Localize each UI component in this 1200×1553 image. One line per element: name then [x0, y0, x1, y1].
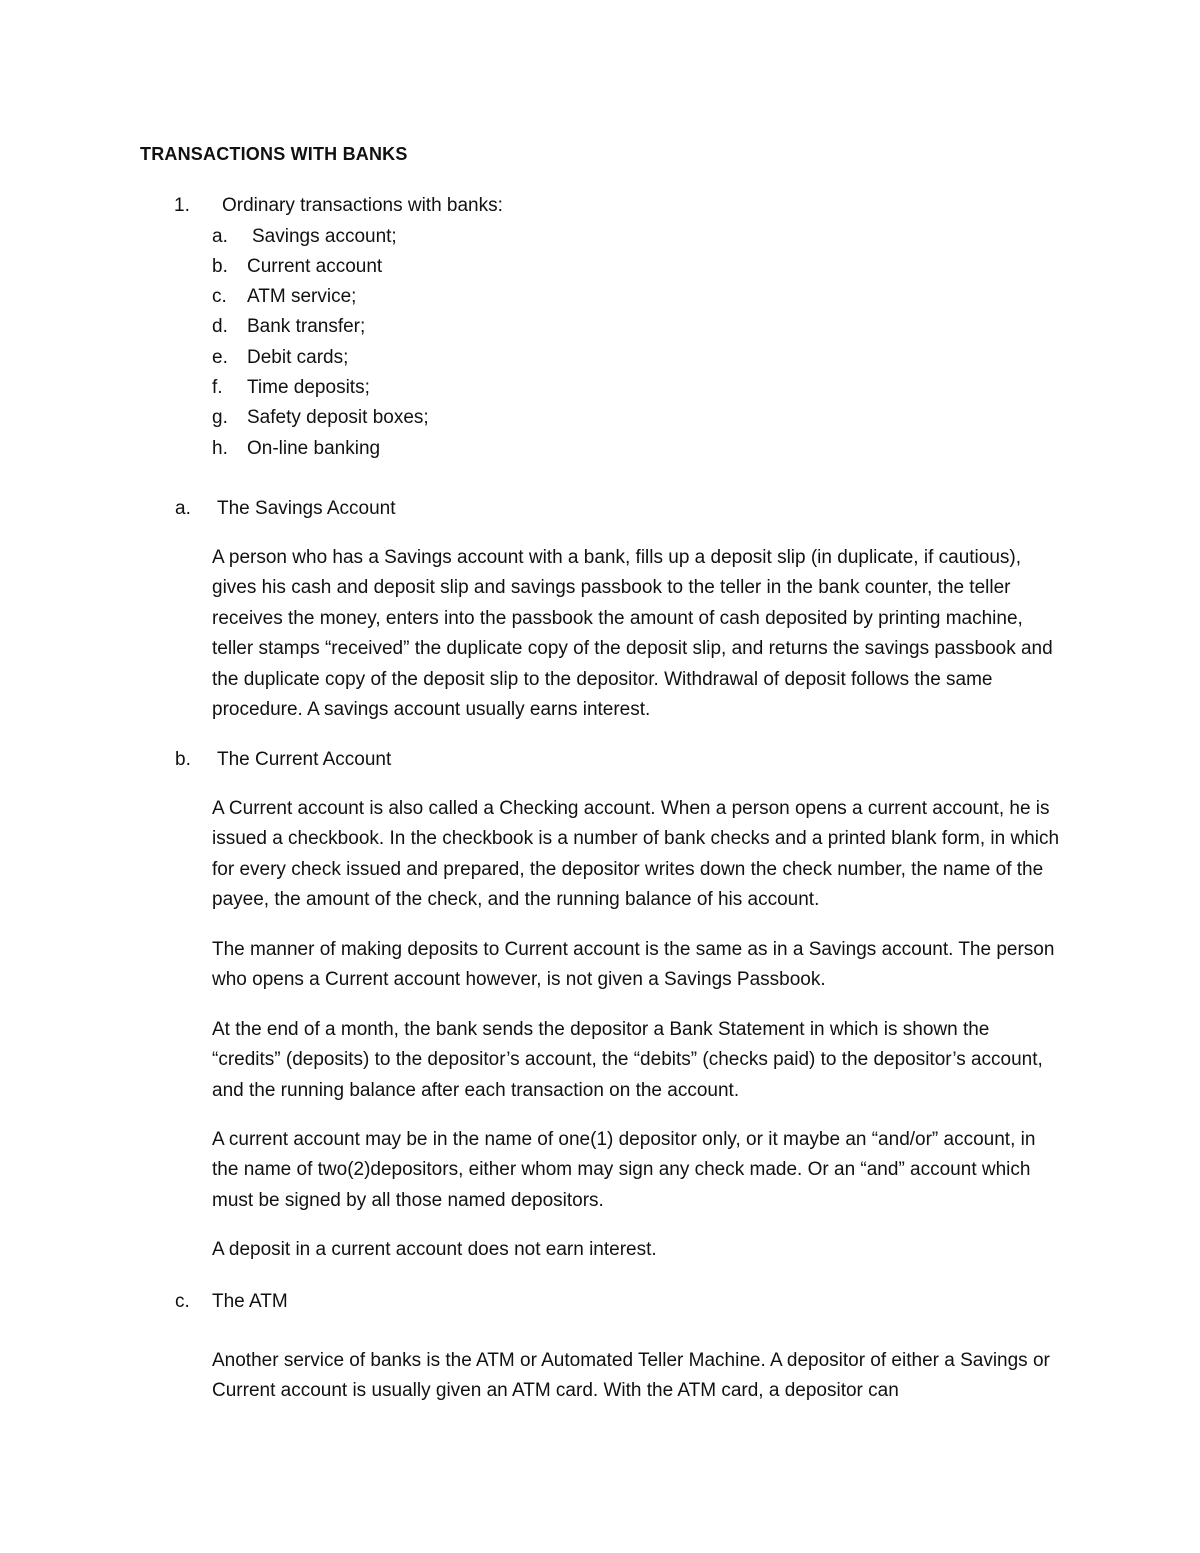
current-paragraph: A current account may be in the name of one(1) depositor only, or it maybe an “and/or” account, in the name of two(2)depositors, either whom may sign any check made. Or an “and” account which must be signed by all those named depositors. [212, 1129, 1036, 1211]
list-marker: f. [212, 377, 223, 398]
list-marker: e. [212, 347, 228, 368]
section-heading-savings: The Savings Account [217, 498, 396, 519]
list-marker: g. [212, 407, 228, 428]
savings-paragraph: A person who has a Savings account with a bank, fills up a deposit slip (in duplicate, if cautious), gives his cash and deposit slip and savings passbook to the teller in the bank counter, the teller receives the money, enters into the passbook the amount of cash deposited by printing machine, teller stamps “received” the duplicate copy of the deposit slip, and returns the savings passbook and the duplicate copy of the deposit slip to the depositor. Withdrawal of deposit follows the same procedure. A savings account usually earns interest. [212, 547, 1053, 721]
list-item: Savings account; [252, 226, 397, 247]
current-paragraph: At the end of a month, the bank sends the depositor a Bank Statement in which is shown the “credits” (deposits) to the depositor’s account, the “debits” (checks paid) to the depositor’s account, and the running balance after each transaction on the account. [212, 1019, 1043, 1101]
list-item: Debit cards; [247, 347, 349, 368]
section-number: 1. [174, 195, 190, 216]
current-paragraph: The manner of making deposits to Current account is the same as in a Savings account. The person who opens a Current account however, is not given a Savings Passbook. [212, 939, 1055, 991]
section-heading-current: The Current Account [217, 749, 392, 770]
list-marker: d. [212, 316, 228, 337]
list-marker: b. [212, 256, 228, 277]
list-item: ATM service; [247, 286, 357, 307]
list-item: Current account [247, 256, 383, 277]
list-marker: c. [212, 286, 227, 307]
list-marker: a. [212, 226, 228, 247]
list-marker: h. [212, 438, 228, 459]
current-paragraph: A Current account is also called a Checking account. When a person opens a current account, he is issued a checkbook. In the checkbook is a number of bank checks and a printed blank form, in which for every check issued and prepared, the depositor writes down the check number, the name of the payee, the amount of the check, and the running balance of his account. [212, 798, 1060, 911]
atm-paragraph: Another service of banks is the ATM or Automated Teller Machine. A depositor of either a Savings or Current account is usually given an ATM card. With the ATM card, a depositor can [212, 1350, 1050, 1402]
list-item: Bank transfer; [247, 316, 366, 337]
section-heading: Ordinary transactions with banks: [222, 195, 503, 216]
list-item: Safety deposit boxes; [247, 407, 429, 428]
section-heading-atm: The ATM [212, 1291, 288, 1312]
list-item: Time deposits; [247, 377, 370, 398]
current-paragraph: A deposit in a current account does not earn interest. [212, 1239, 657, 1260]
list-item: On-line banking [247, 438, 381, 459]
section-marker: b. [175, 749, 191, 770]
section-marker: c. [175, 1291, 190, 1312]
section-marker: a. [175, 498, 191, 519]
document-title: TRANSACTIONS WITH BANKS [140, 144, 408, 164]
